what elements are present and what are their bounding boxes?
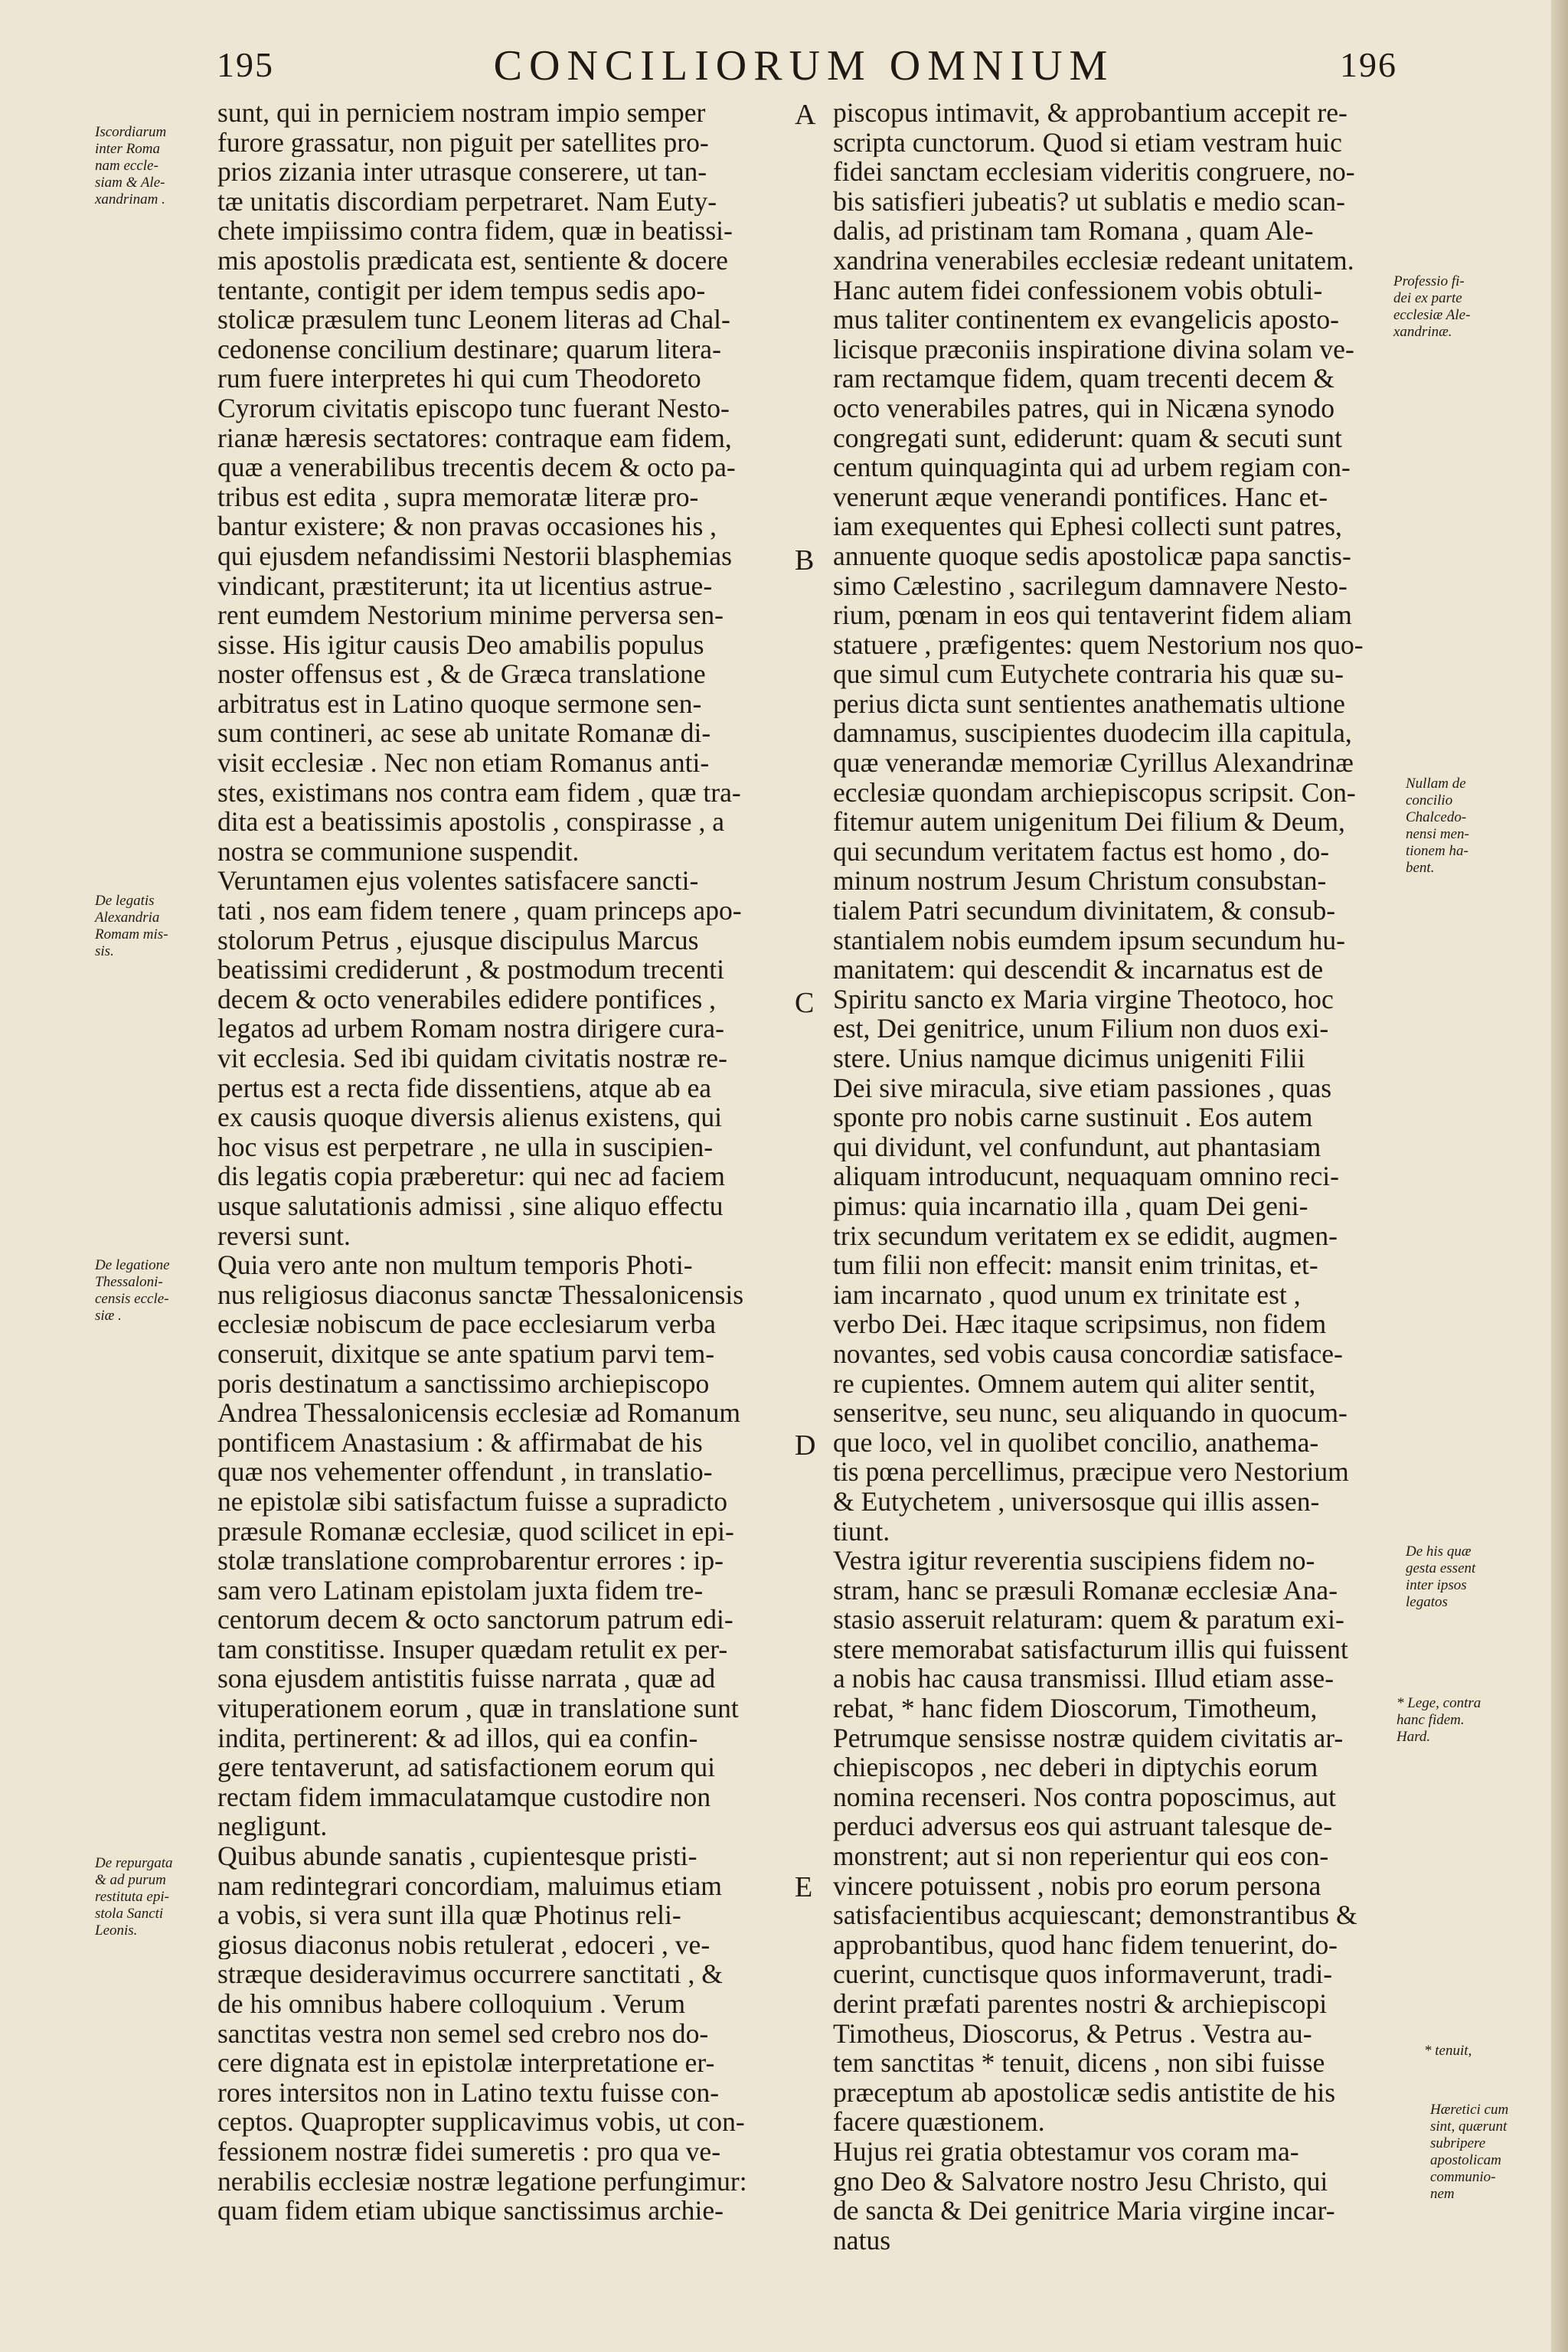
text-line: tæ unitatis discordiam perpetraret. Nam Euty- <box>217 186 717 217</box>
text-line: stantialem nobis eumdem ipsum secundum hu- <box>833 925 1345 956</box>
text-line: tum filii non effecit: mansit enim trinitas, et- <box>833 1250 1318 1280</box>
left-margin-note: Iscordiarum inter Roma nam eccle- siam & Ale- xandrinam . <box>95 124 167 207</box>
text-line: dalis, ad pristinam tam Romana , quam Ale- <box>833 216 1314 246</box>
text-line: stram, hanc se præsuli Romanæ ecclesiæ Ana- <box>833 1575 1338 1606</box>
text-line: Timotheus, Dioscorus, & Petrus . Vestra au- <box>833 2018 1312 2049</box>
text-line: que loco, vel in quolibet concilio, anathema- <box>833 1427 1319 1458</box>
text-line: chete impiissimo contra fidem, quæ in beatissi- <box>217 216 733 246</box>
text-line: a vobis, si vera sunt illa quæ Photinus reli- <box>217 1900 681 1930</box>
text-line: satisfacientibus acquiescant; demonstrantibus & <box>833 1900 1357 1930</box>
text-line: ram rectamque fidem, quam trecenti decem & <box>833 364 1334 394</box>
text-line: damnamus, suscipientes duodecim illa capitula, <box>833 718 1352 749</box>
text-line: Spiritu sancto ex Maria virgine Theotoco, hoc <box>833 984 1334 1014</box>
section-letter-b: B <box>795 544 815 577</box>
text-line: fessionem nostræ fidei sumeretis : pro qua ve- <box>217 2136 721 2167</box>
text-line: sunt, qui in perniciem nostram impio semper <box>217 98 706 128</box>
text-line: pertus est a recta fide dissentiens, atque ab ea <box>217 1073 712 1103</box>
section-letter-e: E <box>795 1871 813 1903</box>
text-line: stasio asseruit relaturam: quem & paratum exi- <box>833 1605 1344 1635</box>
text-line: stolicæ præsulem tunc Leonem literas ad Chal- <box>217 305 730 335</box>
text-line: vindicant, præstiterunt; ita ut licentius astrue- <box>217 570 713 601</box>
text-line: Quia vero ante non multum temporis Photi- <box>217 1250 693 1280</box>
right-margin-note: * Lege, contra hanc fidem. Hard. <box>1396 1695 1481 1745</box>
text-line: piscopus intimavit, & approbantium accepit re- <box>833 98 1348 128</box>
text-line: cedonense concilium destinare; quarum litera- <box>217 334 721 364</box>
text-line: stere memorabat satisfacturum illis qui fuissent <box>833 1634 1348 1664</box>
text-line: chiepiscopos , nec deberi in diptychis eorum <box>833 1753 1318 1782</box>
left-margin-note: De repurgata & ad purum restituta epi- stola Sancti Leonis. <box>95 1855 173 1939</box>
text-line: qui ejusdem nefandissimi Nestorii blasphemias <box>217 541 732 571</box>
text-line: rium, pœnam in eos qui tentaverint fidem aliam <box>833 600 1352 630</box>
section-letter-a: A <box>795 99 816 131</box>
text-line: vit ecclesia. Sed ibi quidam civitatis nostræ re- <box>217 1044 727 1073</box>
text-line: ne epistolæ sibi satisfactum fuisse a supradicto <box>217 1486 727 1517</box>
text-line: sona ejusdem antistitis fuisse narrata , quæ ad <box>217 1664 716 1694</box>
text-line: approbantibus, quod hanc fidem tenuerint, do- <box>833 1929 1338 1960</box>
text-line: præceptum ab apostolicæ sedis antistite de his <box>833 2077 1336 2108</box>
text-line: verbo Dei. Hæc itaque scripsimus, non fidem <box>833 1309 1327 1339</box>
text-line: gno Deo & Salvatore nostro Jesu Christo, qui <box>833 2166 1328 2197</box>
text-line: & Eutychetem , universosque qui illis assen- <box>833 1486 1320 1517</box>
text-line: de his omnibus habere colloquium . Verum <box>217 1989 685 2019</box>
text-line: nam redintegrari concordiam, maluimus etiam <box>217 1870 722 1901</box>
page-edge <box>1551 0 1568 2352</box>
text-line: fidei sanctam ecclesiam videritis congruere, no- <box>833 157 1355 187</box>
text-line: quam fidem etiam ubique sanctissimus archie- <box>217 2196 724 2226</box>
text-line: tribus est edita , supra memoratæ literæ pro- <box>217 482 699 512</box>
text-line: furore grassatur, non piguit per satellites pro- <box>217 127 709 158</box>
text-line: licisque præconiis inspiratione divina solam ve- <box>833 334 1354 364</box>
text-line: que simul cum Eutychete contraria his quæ su- <box>833 659 1344 689</box>
text-line: tialem Patri secundum divinitatem, & consub- <box>833 896 1336 926</box>
text-line: rum fuere interpretes hi qui cum Theodoreto <box>217 364 701 394</box>
text-line: legatos ad urbem Romam nostra dirigere cura- <box>217 1014 724 1044</box>
text-line: rores intersitos non in Latino textu fuisse con- <box>217 2077 720 2108</box>
text-line: pontificem Anastasium : & affirmabat de his <box>217 1427 703 1458</box>
text-line: facere quæstionem. <box>833 2107 1045 2137</box>
text-line: stolorum Petrus , ejusque discipulus Marcus <box>217 925 699 956</box>
page-number-right: 196 <box>1340 45 1397 84</box>
text-line: dis legatis copia præberetur: qui nec ad faciem <box>217 1161 725 1191</box>
text-line: statuere , præfigentes: quem Nestorium nos quo- <box>833 629 1364 660</box>
text-line: noster offensus est , & de Græca translatione <box>217 659 706 689</box>
text-line: annuente quoque sedis apostolicæ papa sanctis- <box>833 541 1351 571</box>
text-line: centum quinquaginta qui ad urbem regiam con- <box>833 452 1351 482</box>
text-line: Dei sive miracula, sive etiam passiones , quas <box>833 1073 1332 1103</box>
section-letter-c: C <box>795 987 815 1019</box>
page-number-left: 195 <box>217 45 274 84</box>
text-line: pimus: quia incarnatio illa , quam Dei geni- <box>833 1191 1308 1221</box>
text-line: minum nostrum Jesum Christum consubstan- <box>833 866 1327 897</box>
text-line: natus <box>833 2225 891 2256</box>
text-line: aliquam introducunt, nequaquam omnino reci- <box>833 1161 1339 1191</box>
text-line: ex causis quoque diversis alienus existens, qui <box>217 1102 723 1132</box>
section-letter-d: D <box>795 1429 816 1462</box>
text-line: qui dividunt, vel confundunt, aut phantasiam <box>833 1132 1321 1162</box>
text-line: perduci adversus eos qui astruant talesque de- <box>833 1811 1333 1842</box>
text-line: præsule Romanæ ecclesiæ, quod scilicet in epi- <box>217 1516 734 1547</box>
text-line: nus religiosus diaconus sanctæ Thessalonicensis <box>217 1279 744 1310</box>
text-line: bis satisfieri jubeatis? ut sublatis e medio scan- <box>833 186 1345 217</box>
text-line: de sancta & Dei genitrice Maria virgine incar- <box>833 2196 1335 2226</box>
text-line: sam vero Latinam epistolam juxta fidem tre- <box>217 1575 704 1606</box>
text-line: reversi sunt. <box>217 1220 351 1251</box>
text-line: congregati sunt, ediderunt: quam & secuti sunt <box>833 423 1342 453</box>
text-line: quæ nos vehementer offendunt , in translatio- <box>217 1457 713 1487</box>
right-margin-note: Hæretici cum sint, quærunt subripere apostolicam communio- nem <box>1430 2102 1509 2202</box>
text-line: poris destinatum a sanctissimo archiepiscopo <box>217 1368 710 1399</box>
text-line: ecclesiæ quondam archiepiscopus scripsit. Con- <box>833 777 1356 808</box>
text-line: decem & octo venerabiles edidere pontifices , <box>217 984 717 1014</box>
text-line: vituperationem eorum , quæ in translatione sunt <box>217 1694 739 1723</box>
text-line: tis pœna percellimus, præcipue vero Nestorium <box>833 1457 1349 1487</box>
text-line: nerabilis ecclesiæ nostræ legatione perfungimur: <box>217 2166 747 2197</box>
text-line: vincere potuissent , nobis pro eorum persona <box>833 1870 1321 1901</box>
text-line: sanctitas vestra non semel sed crebro nos do- <box>217 2018 709 2049</box>
text-line: trix secundum veritatem ex se edidit, augmen- <box>833 1220 1338 1251</box>
text-line: rebat, * hanc fidem Dioscorum, Timotheum, <box>833 1694 1318 1723</box>
text-line: xandrina venerabiles ecclesiæ redeant unitatem. <box>833 245 1354 276</box>
text-line: ceptos. Quapropter supplicavimus vobis, ut con- <box>217 2107 745 2137</box>
text-line: cuerint, cunctisque quos informaverunt, tradi- <box>833 1959 1333 1989</box>
right-margin-note: Professio fi- dei ex parte ecclesiæ Ale- xandrinæ. <box>1393 273 1471 340</box>
text-line: simo Cælestino , sacrilegum damnavere Nesto- <box>833 570 1348 601</box>
left-margin-note: De legatione Thessaloni- censis eccle- siæ . <box>95 1257 170 1324</box>
right-text-column <box>833 98 1388 2255</box>
text-line: cere dignata est in epistolæ interpretatione er- <box>217 2048 715 2078</box>
text-line: negligunt. <box>217 1811 328 1842</box>
text-line: re cupientes. Omnem autem qui aliter sentit, <box>833 1368 1316 1399</box>
text-line: nomina recenseri. Nos contra poposcimus, aut <box>833 1782 1337 1812</box>
text-line: Quibus abunde sanatis , cupientesque pristi- <box>217 1841 697 1871</box>
text-line: indita, pertinerent: & ad illos, qui ea confin- <box>217 1723 698 1753</box>
text-line: venerunt æque venerandi pontifices. Hanc et- <box>833 482 1328 512</box>
text-line: Vestra igitur reverentia suscipiens fidem no- <box>833 1546 1315 1576</box>
text-line: stere. Unius namque dicimus unigeniti Filii <box>833 1044 1305 1073</box>
text-line: tati , nos eam fidem tenere , quam princeps apo- <box>217 896 742 926</box>
text-line: dita est a beatissimis apostolis , conspirasse , a <box>217 807 725 837</box>
text-line: sisse. His igitur causis Deo amabilis populus <box>217 629 704 660</box>
text-line: rent eumdem Nestorium minime perversa sen- <box>217 600 724 630</box>
running-title: CONCILIORUM OMNIUM <box>493 42 1115 90</box>
text-line: mis apostolis prædicata est, sentiente & docere <box>217 245 728 276</box>
text-line: iam exequentes qui Ephesi collecti sunt patres, <box>833 511 1342 541</box>
text-line: Andrea Thessalonicensis ecclesiæ ad Romanum <box>217 1398 741 1428</box>
text-line: tentante, contigit per idem tempus sedis apo- <box>217 275 706 305</box>
text-line: stolæ translatione comprobarentur errores : ip- <box>217 1546 724 1576</box>
text-line: iam incarnato , quod unum ex trinitate est , <box>833 1279 1301 1310</box>
text-line: centorum decem & octo sanctorum patrum edi- <box>217 1605 733 1635</box>
text-line: stræque desideravimus occurrere sanctitati , & <box>217 1959 723 1989</box>
text-line: tiunt. <box>833 1516 890 1547</box>
text-line: tam constitisse. Insuper quædam retulit ex per- <box>217 1634 728 1664</box>
text-line: qui secundum veritatem factus est homo , do- <box>833 836 1330 867</box>
text-line: rectam fidem immaculatamque custodire non <box>217 1782 711 1812</box>
text-line: usque salutationis admissi , sine aliquo effectu <box>217 1191 724 1221</box>
text-line: sum contineri, ac sese ab unitate Romanæ di- <box>217 718 711 749</box>
text-line: est, Dei genitrice, unum Filium non duos exi- <box>833 1014 1329 1044</box>
text-line: derint præfati parentes nostri & archiepiscopi <box>833 1989 1328 2019</box>
text-line: a nobis hac causa transmissi. Illud etiam asse- <box>833 1664 1334 1694</box>
text-line: Veruntamen ejus volentes satisfacere sancti- <box>217 866 699 897</box>
text-line: stes, existimans nos contra eam fidem , quæ tra- <box>217 777 741 808</box>
text-line: quæ venerandæ memoriæ Cyrillus Alexandrinæ <box>833 748 1354 778</box>
text-line: quæ a venerabilibus trecentis decem & octo pa- <box>217 452 736 482</box>
text-line: ecclesiæ nobiscum de pace ecclesiarum verba <box>217 1309 716 1339</box>
text-line: sponte pro nobis carne sustinuit . Eos autem <box>833 1102 1313 1132</box>
right-margin-note: Nullam de concilio Chalcedo- nensi men- tionem ha- bent. <box>1406 776 1469 876</box>
text-line: tem sanctitas * tenuit, dicens , non sibi fuisse <box>833 2048 1325 2078</box>
text-line: Petrumque sensisse nostræ quidem civitatis ar- <box>833 1723 1344 1753</box>
text-line: Hanc autem fidei confessionem vobis obtuli- <box>833 275 1323 305</box>
text-line: conseruit, dixitque se ante spatium parvi tem- <box>217 1338 715 1369</box>
text-line: beatissimi crediderunt , & postmodum trecenti <box>217 955 724 985</box>
text-line: rianæ hæresis sectatores: contraque eam fidem, <box>217 423 732 453</box>
text-line: nostra se communione suspendit. <box>217 836 580 867</box>
text-line: senseritve, seu nunc, seu aliquando in quocum- <box>833 1398 1348 1428</box>
text-line: hoc visus est perpetrare , ne ulla in suscipien- <box>217 1132 714 1162</box>
text-line: octo venerabiles patres, qui in Nicæna synodo <box>833 393 1335 423</box>
text-line: Cyrorum civitatis episcopo tunc fuerant Nesto- <box>217 393 730 423</box>
text-line: scripta cunctorum. Quod si etiam vestram huic <box>833 127 1342 158</box>
text-line: gere tentaverunt, ad satisfactionem eorum qui <box>217 1753 716 1782</box>
text-line: arbitratus est in Latino quoque sermone sen- <box>217 688 702 719</box>
left-margin-note: De legatis Alexandria Romam mis- sis. <box>95 893 168 959</box>
text-line: perius dicta sunt sentientes anathematis ultione <box>833 688 1345 719</box>
text-line: novantes, sed vobis causa concordiæ satisface- <box>833 1338 1343 1369</box>
text-line: fitemur autem unigenitum Dei filium & Deum, <box>833 807 1345 837</box>
right-margin-note: * tenuit, <box>1424 2043 1472 2059</box>
text-line: visit ecclesiæ . Nec non etiam Romanus anti- <box>217 748 710 778</box>
text-line: mus taliter continentem ex evangelicis aposto- <box>833 305 1339 335</box>
text-line: giosus diaconus nobis retulerat , edoceri , ve- <box>217 1929 710 1960</box>
text-line: monstrent; aut si non reperientur qui eos con- <box>833 1841 1329 1871</box>
text-line: manitatem: qui descendit & incarnatus est de <box>833 955 1324 985</box>
text-line: bantur existere; & non pravas occasiones his , <box>217 511 717 541</box>
right-margin-note: De his quæ gesta essent inter ipsos legatos <box>1406 1544 1476 1610</box>
text-line: Hujus rei gratia obtestamur vos coram ma- <box>833 2136 1299 2167</box>
left-text-column <box>217 98 799 2226</box>
text-line: prios zizania inter utrasque conserere, ut tan- <box>217 157 707 187</box>
